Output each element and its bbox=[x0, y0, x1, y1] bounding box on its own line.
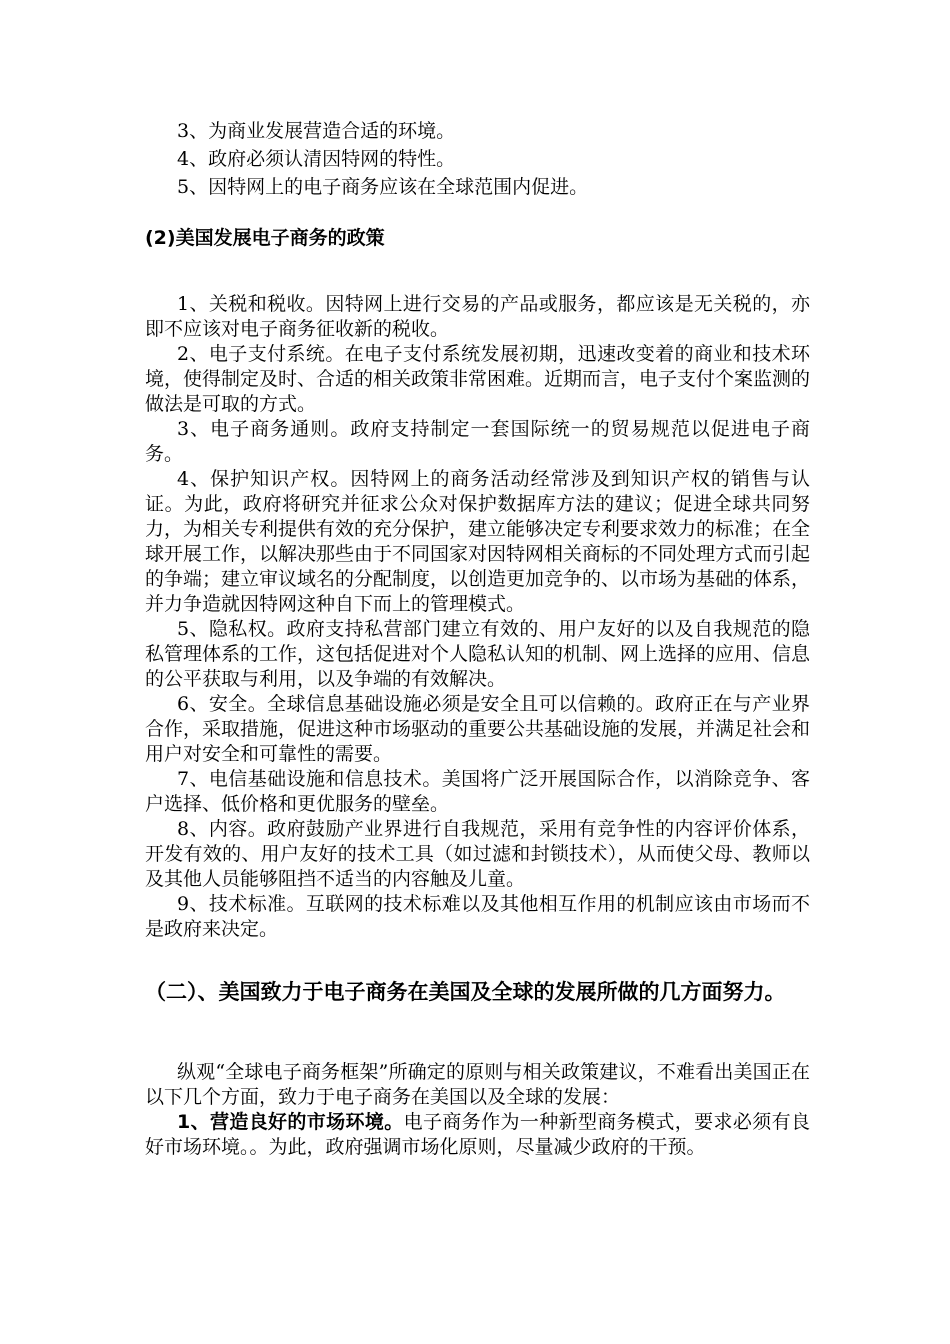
point-text: 电子商务作为一种新型商务模式，要求必须有良好市场环境。。为此，政府强调市场化原则，尽量减少政府的干预。 bbox=[145, 1111, 810, 1158]
document-page bbox=[145, 117, 810, 1160]
section2-heading: （二）、美国致力于电子商务在美国及全球的发展所做的几方面努力。 bbox=[145, 980, 786, 1004]
section-heading: (2)美国发展电子商务的政策 bbox=[145, 227, 385, 249]
closing-paragraph: 纵观“全球电子商务框架”所确定的原则与相关政策建议，不难看出美国正在以下几个方面，致力于电子商务在美国以及全球的发展： bbox=[145, 1061, 810, 1108]
policy-paragraph: 7、电信基础设施和信息技术。美国将广泛开展国际合作，以消除竞争、客户选择、低价格和更优服务的壁垒。 bbox=[145, 768, 810, 815]
closing-section bbox=[145, 1060, 810, 1160]
policy-paragraph: 2、电子支付系统。在电子支付系统发展初期，迅速改变着的商业和技术环境，使得制定及时、合适的相关政策非常困难。近期而言，电子支付个案监测的做法是可取的方式。 bbox=[145, 343, 811, 415]
policy-paragraph: 9、技术标准。互联网的技术标难以及其他相互作用的机制应该由市场而不是政府来决定。 bbox=[145, 893, 810, 940]
policy-list bbox=[145, 292, 810, 942]
policy-paragraph: 4、保护知识产权。因特网上的商务活动经常涉及到知识产权的销售与认证。为此，政府将研究并征求公众对保护数据库方法的建议；促进全球共同努力，为相关专利提供有效的充分保护，建立能够决定专利要求效力的标准；在全球开展工作，以解决那些由于不同国家对因特网相关商标的不同处理方式而引起的争端；建立审议域名的分配制度，以创造更加竞争的、以市场为基础的体系，并力争造就因特网这种自下而上的管理模式。 bbox=[145, 468, 811, 615]
intro-item: 5、因特网上的电子商务应该在全球范围内促进。 bbox=[177, 176, 589, 198]
policy-paragraph: 3、电子商务通则。政府支持制定一套国际统一的贸易规范以促进电子商务。 bbox=[145, 418, 810, 465]
policy-paragraph: 1、关税和税收。因特网上进行交易的产品或服务，都应该是无关税的，亦即不应该对电子商务征收新的税收。 bbox=[145, 293, 810, 340]
intro-item: 3、为商业发展营造合适的环境。 bbox=[177, 120, 456, 142]
policy-paragraph: 5、隐私权。政府支持私营部门建立有效的、用户友好的以及自我规范的隐私管理体系的工作，这包括促进对个人隐私认知的机制、网上选择的应用、信息的公平获取与利用，以及争端的有效解决。 bbox=[145, 618, 811, 690]
policy-paragraph: 6、安全。全球信息基础设施必须是安全且可以信赖的。政府正在与产业界合作，采取措施，促进这种市场驱动的重要公共基础设施的发展，并满足社会和用户对安全和可靠性的需要。 bbox=[145, 693, 811, 765]
point-lead: 1、营造良好的市场环境。 bbox=[177, 1111, 404, 1133]
intro-list bbox=[145, 117, 810, 201]
point-paragraph bbox=[145, 1110, 810, 1160]
intro-item: 4、政府必须认清因特网的特性。 bbox=[177, 148, 456, 170]
policy-paragraph: 8、内容。政府鼓励产业界进行自我规范，采用有竞争性的内容评价体系，开发有效的、用户友好的技术工具（如过滤和封锁技术），从而使父母、教师以及其他人员能够阻挡不适当的内容触及儿童。 bbox=[145, 818, 810, 890]
